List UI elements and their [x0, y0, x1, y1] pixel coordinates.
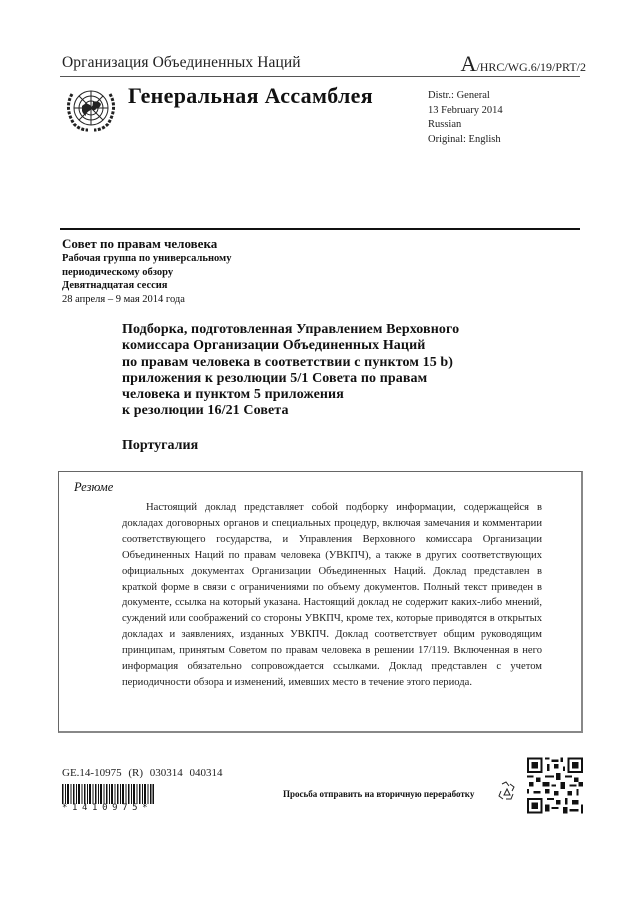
title-line: по правам человека в соответствии с пунктом 15 b) [122, 354, 454, 370]
summary-heading: Резюме [74, 480, 114, 494]
summary-text: Настоящий доклад представляет собой подборку информации, содержащейся в докладах договорных органов и специальных процедур, включая замечания и комментарии соответствующего государства, и Управления Верховного комиссара Организации Объединенных Наций по правам человека (УВКПЧ), а также в других соответствующих официальных документах Организации Объединенных Наций. Доклад представлен в краткой форме в связи с ограничениями по объему документов. Полный текст приведен в документе, ссылка на который указана. Настоящий доклад не содержит каких-либо мнений, суждений или соображений со стороны УВКПЧ, кроме тех, которые приводятся в открытых докладах и заявлениях, изданных УВКПЧ. Доклад соответствует общим руководящим принципам, принятым Советом по правам человека в решении 17/119. Включенная в него информация обязательно сопровождается ссылками. Доклад представлен с учетом периодичности обзора и изменений, имевших место в течение этого периода. [122, 502, 542, 688]
title-line: человека и пунктом 5 приложения [122, 387, 344, 403]
symbol-prefix: A [460, 51, 477, 76]
document-language: Russian [428, 119, 462, 130]
title-line: Подборка, подготовленная Управлением Верховного [122, 322, 460, 337]
barcode-number: *1410975* [62, 803, 153, 813]
section-rule [60, 228, 580, 230]
organization-name: Организация Объединенных Наций [62, 54, 301, 71]
title-line: приложения к резолюции 5/1 Совета по правам [122, 370, 428, 386]
working-group-line1: Рабочая группа по универсальному [62, 253, 232, 264]
session-dates: 28 апреля – 9 мая 2014 года [62, 293, 185, 305]
qr-code-icon [527, 757, 583, 814]
session-name: Девятнадцатая сессия [62, 280, 168, 291]
document-title [122, 322, 459, 420]
body-name: Генеральная Ассамблея [128, 83, 373, 108]
header-rule [60, 76, 580, 77]
original-language: Original: English [428, 133, 501, 145]
council-block [62, 236, 231, 307]
country-name: Португалия [122, 438, 199, 453]
council-name: Совет по правам человека [62, 236, 218, 251]
working-group-line2: периодическому обзору [62, 266, 174, 278]
recycle-note: Просьба отправить на вторичную переработку [283, 789, 475, 799]
un-emblem-icon [62, 82, 120, 134]
symbol-code: /HRC/WG.6/19/PRT/2 [476, 60, 586, 74]
job-number: GE.14-10975 (R) 030314 040314 [62, 767, 223, 779]
barcode-icon [62, 784, 154, 804]
distribution-date: 13 February 2014 [428, 104, 503, 116]
distribution-type: Distr.: General [428, 90, 490, 101]
title-line: к резолюции 16/21 Совета [122, 403, 289, 419]
document-symbol [460, 51, 586, 77]
title-line: комиссара Организации Объединенных Наций [122, 338, 426, 354]
distribution-block [428, 89, 503, 147]
recycle-icon [496, 780, 518, 804]
